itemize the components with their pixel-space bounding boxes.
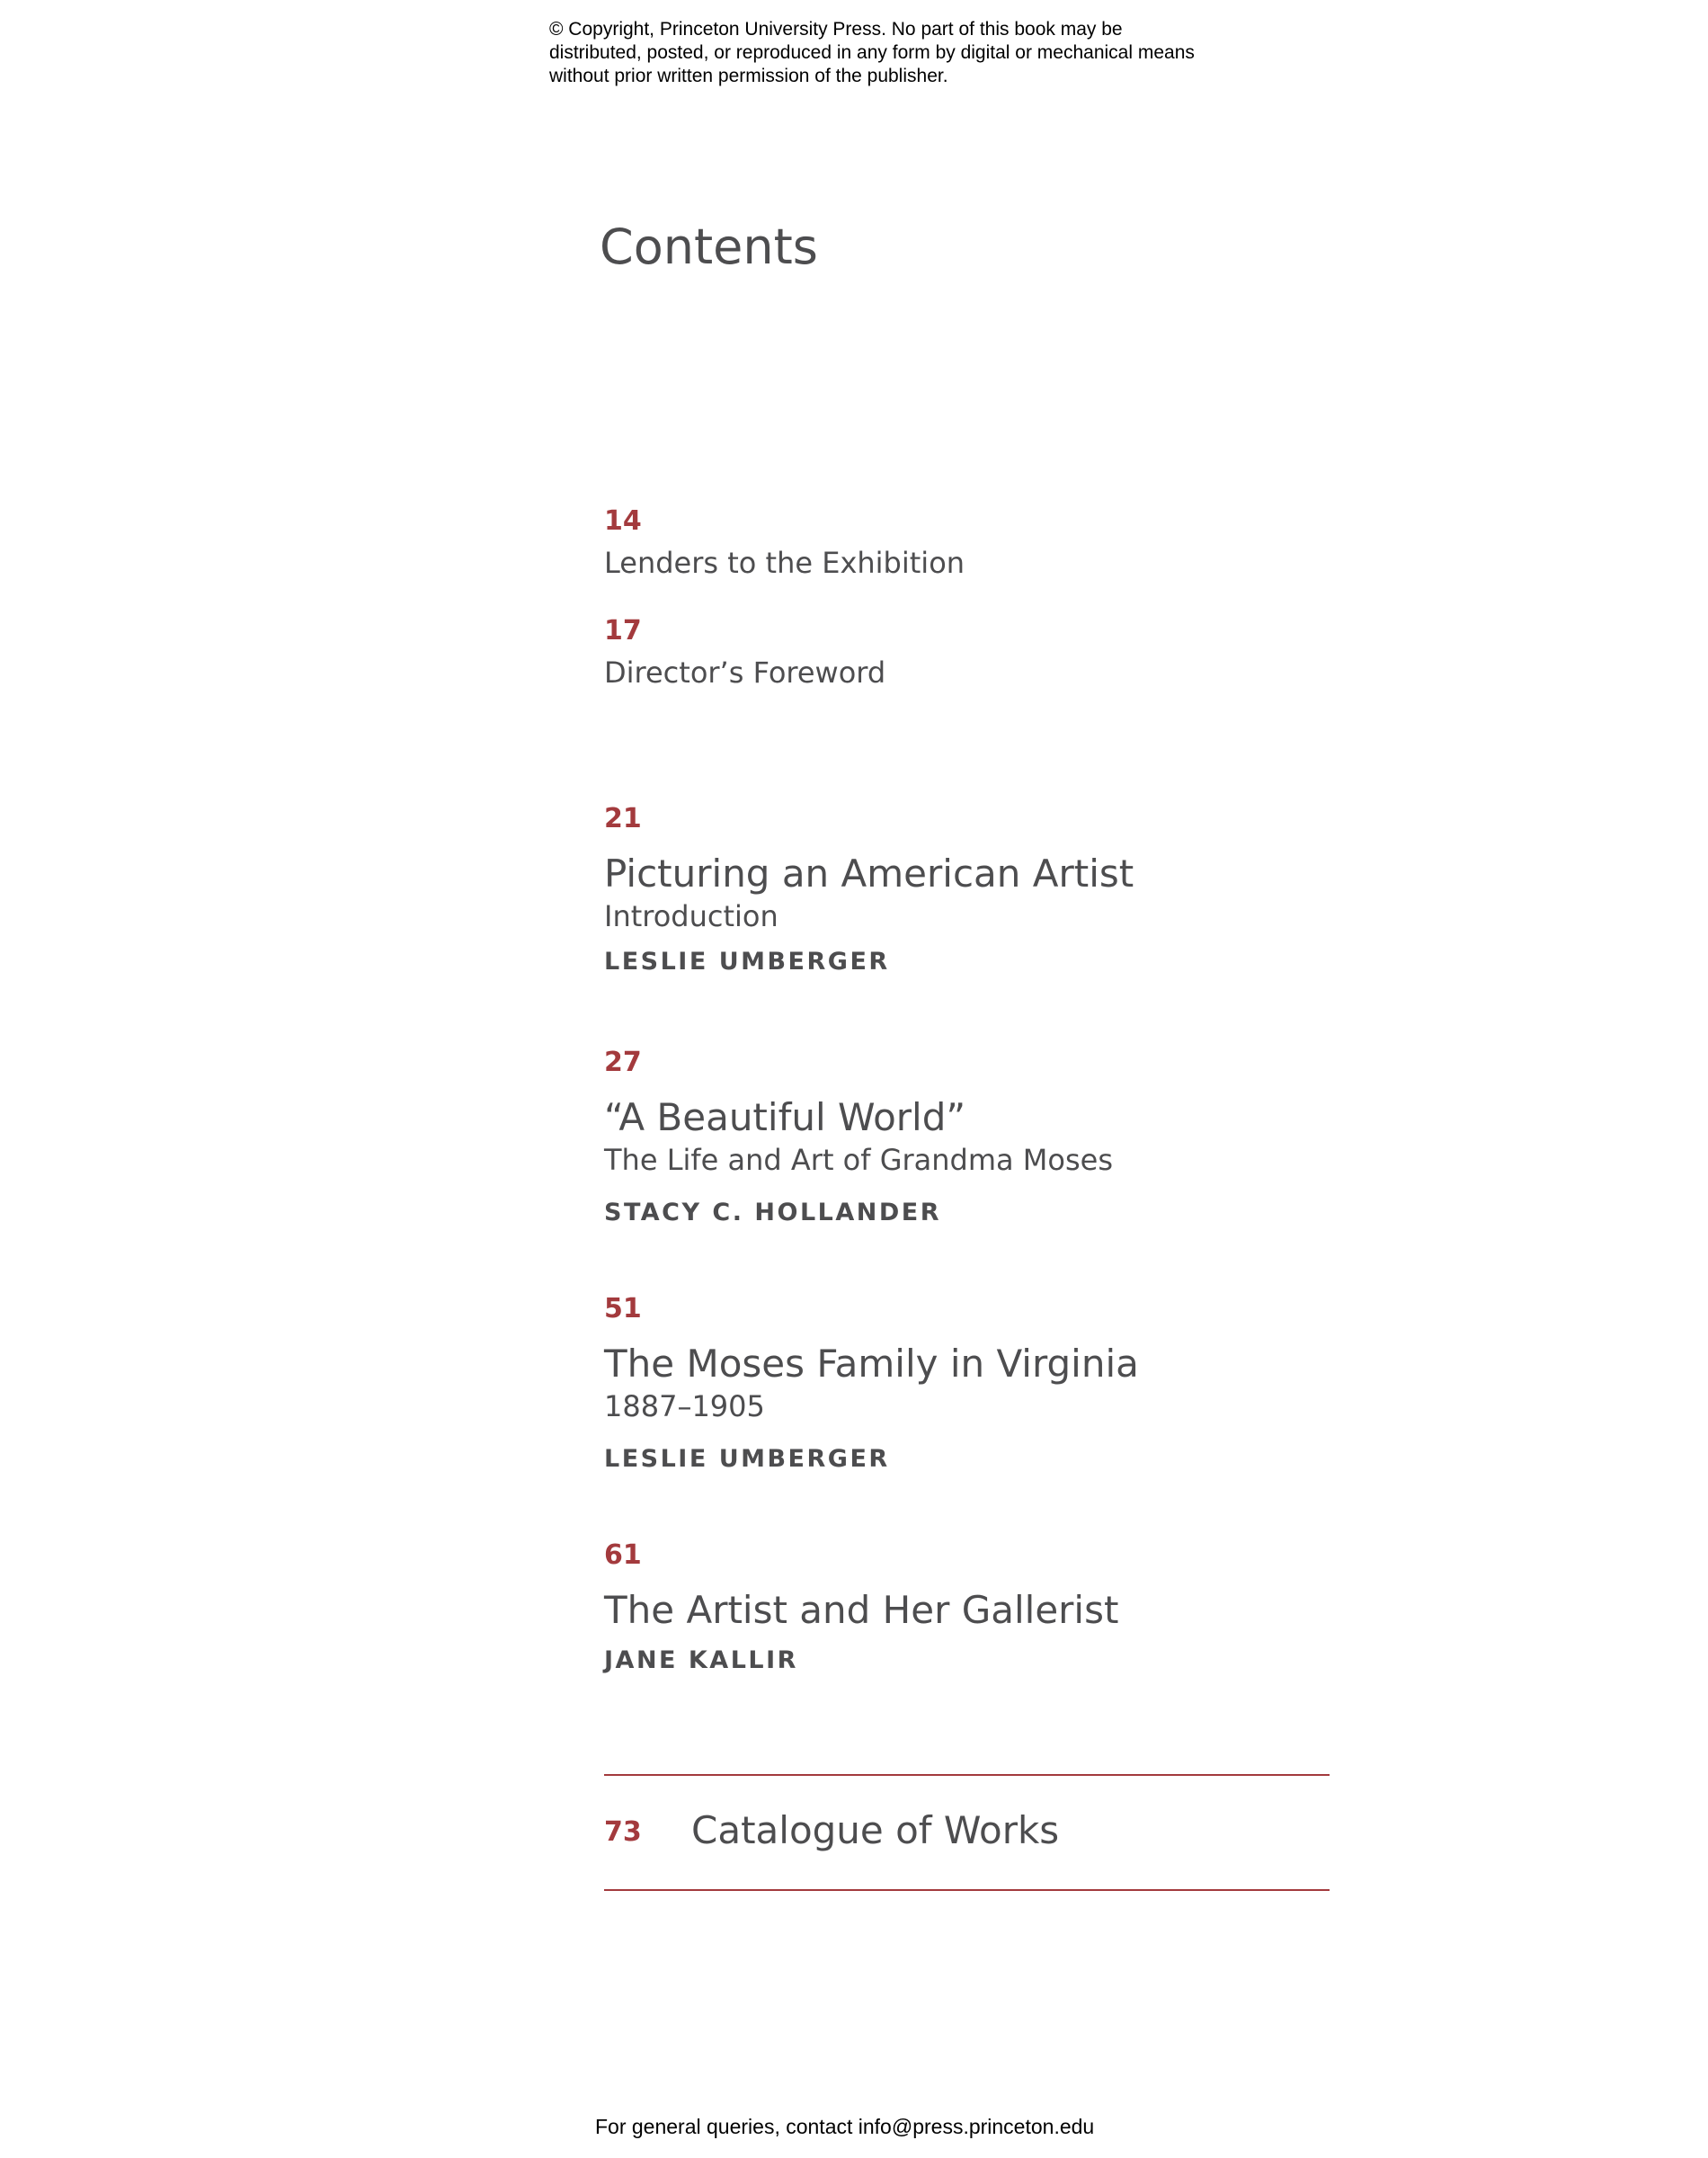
toc-entry-author: LESLIE UMBERGER [604,948,890,976]
toc-entry-picturing[interactable] [604,803,1413,977]
copyright-notice: © Copyright, Princeton University Press. No part of this book may be distributed, posted, or reproduced in any form by digital or mechanical means without prior written permission of the publisher. [549,19,1195,86]
toc-entry-author: LESLIE UMBERGER [604,1445,890,1473]
toc-entry-title: The Artist and Her Gallerist [604,1588,1119,1632]
toc-entry-beautiful-world[interactable] [604,1047,1413,1228]
toc-page-number: 21 [604,803,642,834]
toc-entry-gallerist[interactable] [604,1539,1413,1676]
toc-entry-title: “A Beautiful World” [604,1095,966,1139]
toc-page-number: 27 [604,1047,642,1078]
toc-page-number: 14 [604,505,642,537]
toc-entry-title: Lenders to the Exhibition [604,546,965,580]
toc-entry-author: STACY C. HOLLANDER [604,1199,941,1226]
toc-entry-subtitle: 1887–1905 [604,1389,765,1423]
toc-entry-foreword[interactable] [604,615,1413,691]
toc-entry-moses-family[interactable] [604,1293,1413,1475]
toc-entry-title: Catalogue of Works [691,1808,1060,1852]
toc-entry-subtitle: The Life and Art of Grandma Moses [604,1143,1114,1177]
footer-contact: For general queries, contact info@press.princeton.edu [595,2115,1095,2138]
page-title: Contents [600,218,818,275]
divider-top [604,1774,1330,1776]
toc-page-number: 51 [604,1293,642,1324]
divider-bottom [604,1889,1330,1891]
toc-entry-lenders[interactable] [604,505,1413,581]
toc-page-number: 73 [604,1816,642,1848]
toc-page-number: 17 [604,615,642,647]
toc-entry-title: The Moses Family in Virginia [604,1342,1139,1386]
toc-entry-subtitle: Introduction [604,899,778,933]
toc-entry-author: JANE KALLIR [604,1646,798,1674]
toc-entry-title: Picturing an American Artist [604,852,1134,896]
toc-entry-title: Director’s Foreword [604,655,886,690]
toc-page-number: 61 [604,1539,642,1571]
